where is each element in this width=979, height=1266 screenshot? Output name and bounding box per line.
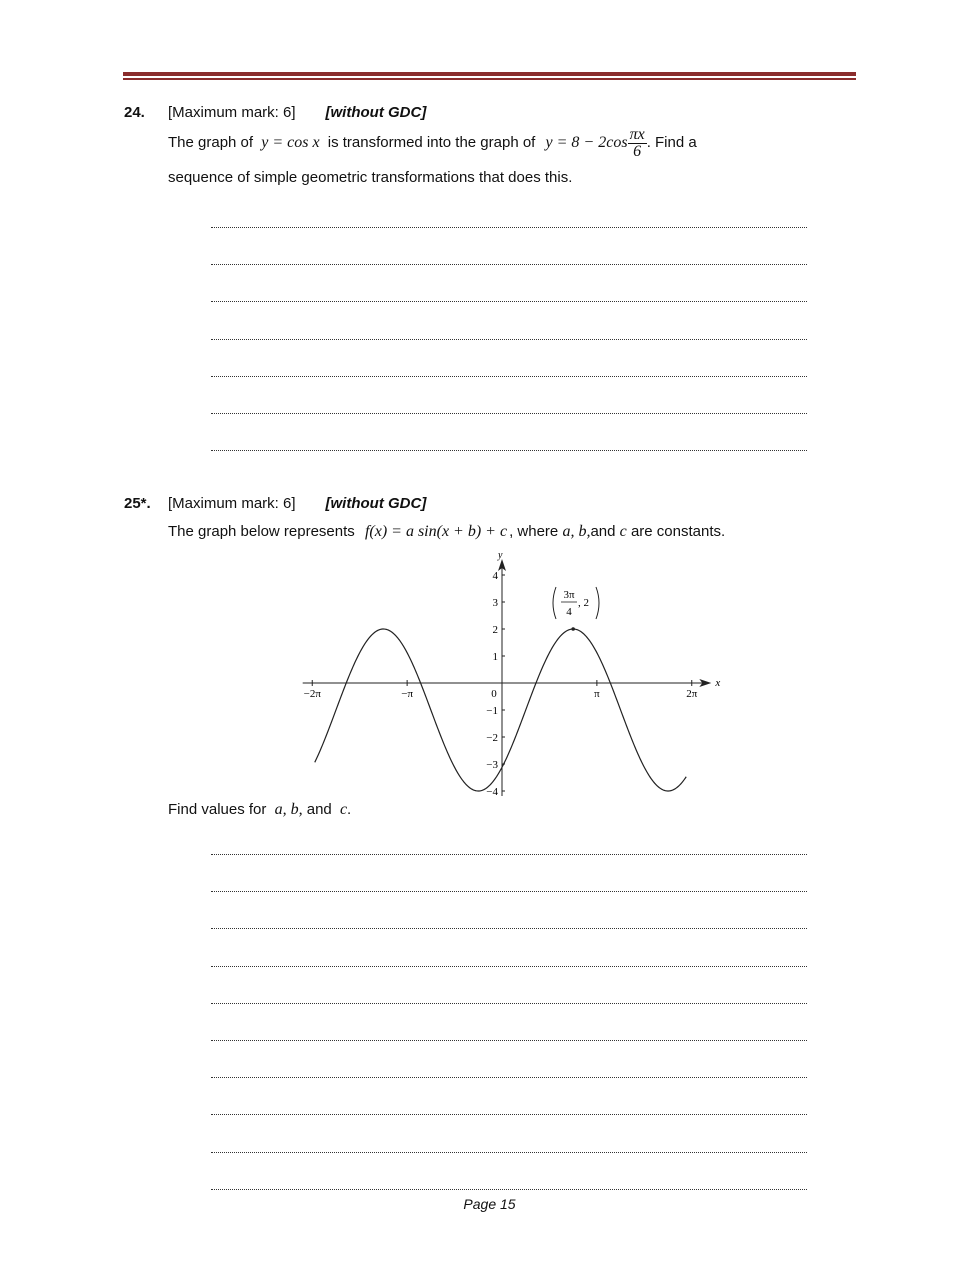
q25-answer-line[interactable]	[211, 1040, 807, 1041]
x-tick-label: 2π	[686, 688, 698, 700]
q25-gdc-note: [without GDC]	[325, 495, 427, 512]
q24-math-target-lhs: y = 8 − 2cos	[545, 134, 628, 152]
q24-answer-line[interactable]	[211, 376, 807, 377]
q24-text-1: The graph of	[168, 134, 254, 152]
q24-max-mark: [Maximum mark: 6]	[168, 104, 296, 121]
q25-math-c: c	[619, 523, 627, 540]
q24-header	[168, 104, 426, 121]
q25-find-period: .	[347, 801, 352, 818]
y-tick-label: 1	[492, 651, 498, 663]
y-tick-label: 4	[492, 570, 498, 582]
q25-find-math-c: c	[339, 801, 348, 818]
x-tick-label: −2π	[303, 688, 321, 700]
q25-answer-line[interactable]	[211, 854, 807, 855]
q24-answer-line[interactable]	[211, 227, 807, 228]
q25-answer-line[interactable]	[211, 1152, 807, 1153]
q25-text-1: The graph below represents	[168, 523, 355, 540]
sine-graph	[290, 545, 740, 800]
q25-statement	[168, 522, 725, 542]
sine-curve	[315, 629, 686, 791]
q24-answer-line[interactable]	[211, 450, 807, 451]
annot-value: , 2	[578, 597, 589, 609]
x-tick-label: −π	[401, 688, 414, 700]
q24-answer-line[interactable]	[211, 264, 807, 265]
q25-find-math-ab: a, b,	[274, 801, 303, 818]
annot-den: 4	[566, 606, 572, 618]
q24-text-2: is transformed into the graph of	[327, 134, 536, 152]
y-axis-label: y	[498, 550, 503, 561]
page-number: Page 15	[463, 1196, 516, 1212]
y-tick-label: −3	[486, 759, 498, 771]
q24-statement-line2: sequence of simple geometric transformations that does this.	[168, 169, 573, 186]
q24-gdc-note: [without GDC]	[325, 104, 427, 121]
q25-find-text-1: Find values for	[168, 801, 267, 818]
q24-math-cosx: y = cos x	[261, 134, 320, 152]
y-tick-label: −1	[486, 705, 498, 717]
q24-math-target	[545, 126, 647, 160]
q25-find-line	[168, 800, 351, 820]
q25-answer-line[interactable]	[211, 1189, 807, 1190]
q25-math-ab: a, b,	[562, 523, 591, 540]
header-rule-thin	[123, 78, 856, 80]
q25-math-fx: f(x) = a sin(x + b) + c	[364, 523, 508, 540]
q25-answer-line[interactable]	[211, 1003, 807, 1004]
q25-text-4: are constants.	[630, 523, 726, 540]
q25-text-3: and	[590, 523, 616, 540]
x-tick-label: 0	[491, 688, 497, 700]
q25-answer-line[interactable]	[211, 891, 807, 892]
q25-answer-line[interactable]	[211, 1114, 807, 1115]
q24-text-3: . Find a	[646, 134, 697, 152]
x-axis-label: x	[715, 677, 721, 689]
q25-answer-line[interactable]	[211, 928, 807, 929]
y-tick-label: 3	[492, 597, 498, 609]
q25-number: 25*.	[124, 495, 151, 512]
q25-text-2: , where	[509, 523, 559, 540]
y-tick-label: 2	[492, 624, 498, 636]
q25-max-mark: [Maximum mark: 6]	[168, 495, 296, 512]
y-tick-label: −2	[486, 732, 498, 744]
q24-frac-num: πx	[629, 126, 645, 143]
q24-answer-line[interactable]	[211, 301, 807, 302]
y-tick-label: −4	[486, 786, 498, 798]
max-point-marker	[571, 627, 575, 631]
q24-statement-line1	[168, 127, 697, 160]
q25-answer-line[interactable]	[211, 966, 807, 967]
q25-header	[168, 495, 426, 512]
q25-find-text-2: and	[306, 801, 332, 818]
q24-answer-line[interactable]	[211, 413, 807, 414]
x-tick-label: π	[594, 688, 600, 700]
q25-answer-line[interactable]	[211, 1077, 807, 1078]
q24-answer-line[interactable]	[211, 339, 807, 340]
header-rule-thick	[123, 72, 856, 76]
annot-num: 3π	[563, 589, 575, 601]
max-point-label	[553, 587, 599, 619]
q24-frac-den: 6	[633, 143, 642, 160]
q24-number: 24.	[124, 104, 145, 121]
